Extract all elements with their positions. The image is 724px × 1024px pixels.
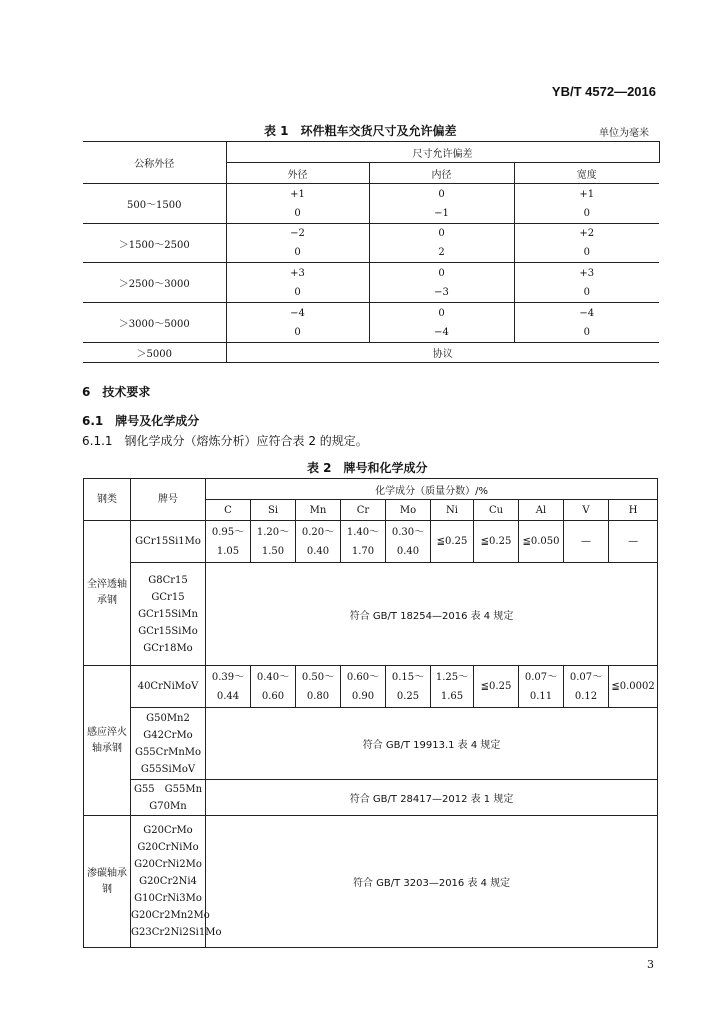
t1-val: −4 xyxy=(579,307,595,319)
t2-class-carburizing: 渗碳轴承钢 xyxy=(84,816,131,948)
t2-grade: G55SiMoV xyxy=(140,763,196,775)
t2-val: 1.70 xyxy=(351,545,375,557)
t1-val: 0 xyxy=(583,286,590,298)
t2-val: 1.40～ xyxy=(346,526,380,538)
t2-el: Cr xyxy=(341,500,386,521)
t2-class-through: 全淬透轴承钢 xyxy=(84,521,131,666)
t1-head-width: 宽度 xyxy=(514,163,659,184)
t1-range: ＞3000～5000 xyxy=(83,303,226,343)
t2-ref: 符合 GB/T 28417—2012 表 1 规定 xyxy=(206,780,658,816)
t1-val: 0 xyxy=(583,326,590,338)
t2-grade: G55 G55Mn xyxy=(133,783,203,795)
t2-val: 0.40 xyxy=(396,545,420,557)
table1 xyxy=(83,141,660,363)
section-6: 6 技术要求 xyxy=(82,385,151,399)
t2-el: Mn xyxy=(296,500,341,521)
t1-head-nominal: 公称外径 xyxy=(83,142,226,184)
t1-range: ＞2500～3000 xyxy=(83,263,226,303)
t2-el: C xyxy=(206,500,251,521)
t2-head-grade: 牌号 xyxy=(131,479,206,521)
table-row xyxy=(84,563,658,666)
t2-grade: GCr15SiMn xyxy=(138,608,198,620)
t2-val: 0.11 xyxy=(529,690,553,702)
t2-val: 1.20～ xyxy=(256,526,290,538)
t2-grade: GCr18Mo xyxy=(143,642,193,654)
t2-val: 1.25～ xyxy=(435,671,469,683)
t2-grade: G20CrNiMo xyxy=(137,842,199,853)
page-number: 3 xyxy=(647,958,654,971)
t2-grade: G50Mn2 xyxy=(146,712,190,724)
t2-grade: G20CrNi2Mo xyxy=(134,859,202,870)
t1-val: 0 xyxy=(583,207,590,219)
t2-grade: G10CrNi3Mo xyxy=(134,893,202,904)
table-row xyxy=(83,184,659,224)
t2-val: ≦0.0002 xyxy=(609,666,658,708)
t2-grade: 40CrNiMoV xyxy=(131,666,206,708)
t1-val: 0 xyxy=(438,188,445,200)
t2-val: 0.95～ xyxy=(211,526,245,538)
t2-grade: G42CrMo xyxy=(143,729,193,741)
t2-val: 0.44 xyxy=(216,690,240,702)
t2-val: ≦0.25 xyxy=(474,666,519,708)
t1-val: −4 xyxy=(290,307,305,319)
t1-val: 0 xyxy=(294,326,301,338)
t2-val: 0.50～ xyxy=(301,671,335,683)
t2-val: 1.05 xyxy=(216,545,240,557)
t2-grade: G20CrMo xyxy=(143,825,193,836)
t2-grade: GCr15Si1Mo xyxy=(131,521,206,563)
t2-grade: G70Mn xyxy=(149,800,187,812)
table-row xyxy=(84,708,658,780)
table-row xyxy=(84,780,658,816)
t2-ref: 符合 GB/T 19913.1 表 4 规定 xyxy=(206,708,658,780)
table-row xyxy=(83,224,659,263)
t2-ref: 符合 GB/T 18254—2016 表 4 规定 xyxy=(206,563,658,666)
t2-val: 0.07～ xyxy=(569,671,603,683)
t1-val: 0 xyxy=(294,247,301,258)
t1-val: 0 xyxy=(294,286,301,298)
t1-val: 0 xyxy=(438,228,445,239)
t2-val: 0.80 xyxy=(306,690,330,702)
t2-grade: G55CrMnMo xyxy=(134,746,202,758)
t2-el: V xyxy=(564,500,609,521)
t2-val: 0.15～ xyxy=(391,671,425,683)
t2-val: 0.40～ xyxy=(256,671,290,683)
t1-val: +1 xyxy=(290,188,305,200)
t1-val: +3 xyxy=(290,267,305,279)
t2-val: ≦0.25 xyxy=(474,521,519,563)
t1-val: 0 xyxy=(294,207,301,219)
t2-head-class: 钢类 xyxy=(84,479,131,521)
section-6-1: 6.1 牌号及化学成分 xyxy=(82,414,200,428)
t2-class-induction: 感应淬火轴承钢 xyxy=(84,666,131,816)
t2-val: 0.60～ xyxy=(346,671,380,683)
t1-val: +1 xyxy=(579,188,595,200)
t2-el: Ni xyxy=(431,500,474,521)
section-6-1-1: 6.1.1 钢化学成分（熔炼分析）应符合表 2 的规定。 xyxy=(82,434,368,448)
t2-val: ≦0.050 xyxy=(519,521,564,563)
t2-el: Al xyxy=(519,500,564,521)
t2-head-chem: 化学成分（质量分数）/% xyxy=(206,479,658,500)
t2-el: H xyxy=(609,500,658,521)
t1-val: 0 xyxy=(438,307,445,319)
t2-val: 0.40 xyxy=(306,545,330,557)
t1-val: +2 xyxy=(579,228,595,239)
t2-el: Si xyxy=(251,500,296,521)
t2-val: — xyxy=(564,521,609,563)
t2-grade: GCr15 xyxy=(151,591,185,603)
t2-grade: GCr15SiMo xyxy=(138,625,198,637)
table-row xyxy=(83,263,659,303)
table-row xyxy=(84,666,658,708)
table2-caption: 表 2 牌号和化学成分 xyxy=(307,461,428,475)
t2-val: 0.90 xyxy=(351,690,375,702)
t1-val: −3 xyxy=(434,286,449,298)
t2-val: 0.25 xyxy=(396,690,420,702)
table-row xyxy=(84,521,658,563)
t2-val: 0.20～ xyxy=(301,526,335,538)
t1-val: −2 xyxy=(290,228,305,239)
t1-val: 0 xyxy=(583,247,590,258)
t1-head-inner: 内径 xyxy=(369,163,514,184)
standard-number: YB/T 4572—2016 xyxy=(551,84,656,99)
table1-caption: 表 1 环件粗车交货尺寸及允许偏差 xyxy=(264,124,457,138)
t1-head-tol: 尺寸允许偏差 xyxy=(226,142,659,163)
t1-val: −4 xyxy=(434,326,449,338)
t2-val: 1.50 xyxy=(261,545,285,557)
t1-val: +3 xyxy=(579,267,595,279)
t2-grade: G20Cr2Ni4 xyxy=(139,876,197,887)
table-row xyxy=(83,303,659,343)
t2-grade: G23Cr2Ni2Si1Mo xyxy=(131,927,222,938)
table-row xyxy=(84,816,658,948)
table-row xyxy=(83,343,659,363)
t2-val: — xyxy=(609,521,658,563)
t2-grade: G20Cr2Mn2Mo xyxy=(131,910,210,921)
t1-head-outer: 外径 xyxy=(226,163,369,184)
t2-val: 1.65 xyxy=(440,690,464,702)
t1-range: ＞1500～2500 xyxy=(83,224,226,263)
t2-ref: 符合 GB/T 3203—2016 表 4 规定 xyxy=(206,816,658,948)
t2-el: Mo xyxy=(386,500,431,521)
t2-val: 0.39～ xyxy=(211,671,245,683)
t1-val: 0 xyxy=(438,267,445,279)
t2-val: 0.30～ xyxy=(391,526,425,538)
t1-val: 2 xyxy=(438,247,445,258)
table2 xyxy=(83,478,658,948)
t2-grade: G8Cr15 xyxy=(148,574,188,586)
t2-el: Cu xyxy=(474,500,519,521)
t1-range: ＞5000 xyxy=(83,343,226,363)
t1-val: −1 xyxy=(434,207,449,219)
t2-val: 0.60 xyxy=(261,690,285,702)
table1-unit: 单位为毫米 xyxy=(599,128,649,139)
t2-val: 0.07～ xyxy=(524,671,558,683)
t2-val: 0.12 xyxy=(574,690,598,702)
t1-negotiate: 协议 xyxy=(226,343,659,363)
t1-range: 500～1500 xyxy=(83,184,226,224)
t2-val: ≦0.25 xyxy=(431,521,474,563)
